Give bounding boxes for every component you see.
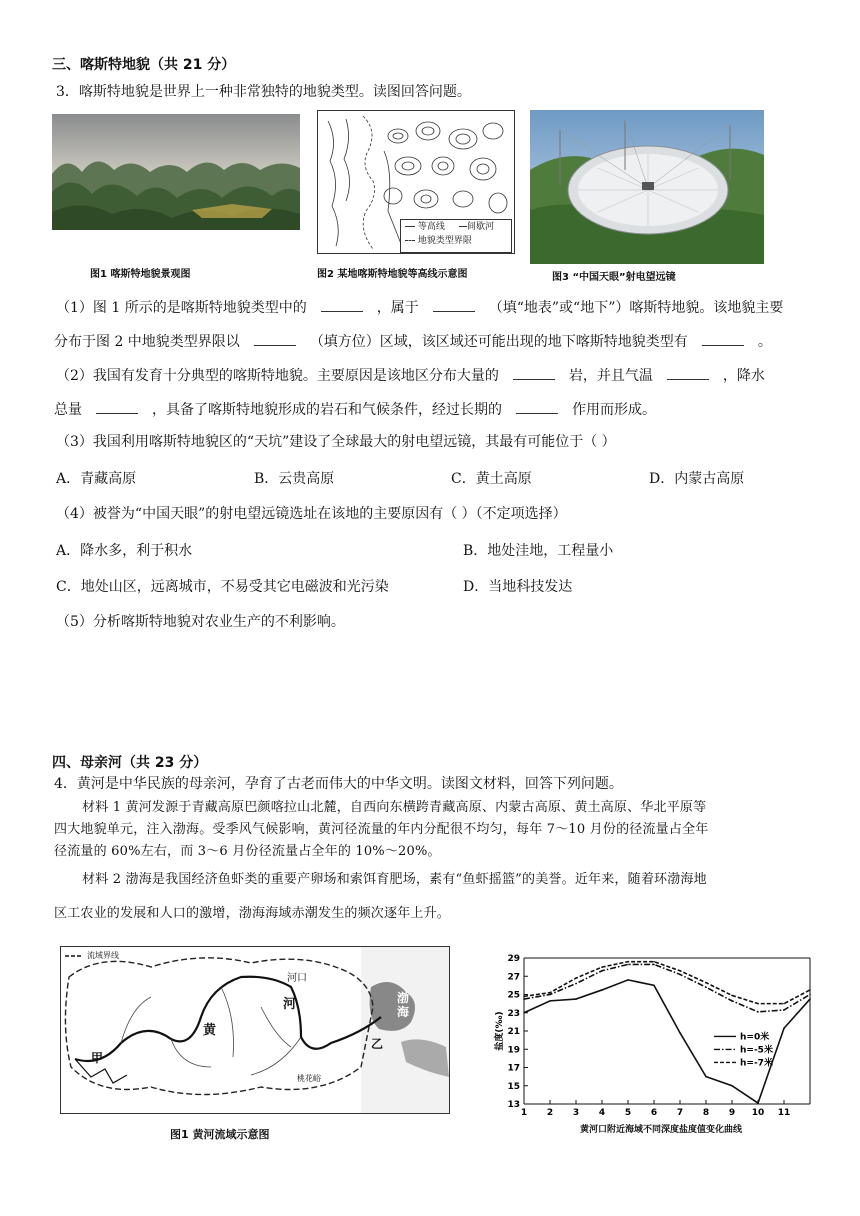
data-point-series-1 [601, 989, 603, 991]
legend-contour: 等高线 [417, 222, 445, 232]
figure1-karst-landscape-photo [52, 114, 300, 230]
figure2-legend [400, 219, 512, 253]
data-point-series-3 [601, 966, 603, 968]
q1-text-f: 。 [757, 334, 772, 350]
data-point-series-2 [809, 994, 811, 996]
map-label-he: 河 [283, 997, 297, 1012]
q3-option-d[interactable]: D．内蒙古高原 [649, 471, 745, 487]
data-point-series-1 [757, 1102, 759, 1104]
q2-text-f: 作用而形成。 [572, 402, 656, 418]
y-tick-label: 15 [507, 1081, 520, 1092]
data-point-series-2 [627, 964, 629, 966]
q2-text-d: 总量 [54, 402, 82, 418]
data-point-series-3 [705, 982, 707, 984]
answer-blank[interactable] [516, 401, 558, 414]
legend-seasonal-river: 间歇河 [467, 222, 495, 232]
material2-line2: 区工农业的发展和人口的激增，渤海海域赤潮发生的频次逐年上升。 [54, 906, 451, 921]
answer-blank[interactable] [321, 299, 363, 312]
legend-landform-boundary: 地貌类型界限 [417, 236, 472, 246]
data-point-series-2 [679, 974, 681, 976]
question3-2-line2 [54, 400, 656, 420]
data-point-series-3 [549, 992, 551, 994]
q1-text-c: （填“地表”或“地下”）喀斯特地貌。该地貌主要 [488, 300, 784, 316]
question3-2-line1 [56, 366, 765, 386]
x-tick-label: 1 [520, 1108, 528, 1118]
data-point-series-3 [731, 995, 733, 997]
answer-blank[interactable] [96, 401, 138, 414]
x-tick-label: 5 [624, 1108, 632, 1118]
data-point-series-2 [601, 970, 603, 972]
data-point-series-1 [809, 998, 811, 1000]
x-tick-label: 10 [751, 1108, 765, 1118]
map-label-taohuayu: 桃花峪 [297, 1074, 321, 1083]
x-tick-label: 7 [676, 1108, 684, 1118]
data-point-series-3 [809, 989, 811, 991]
y-tick-label: 25 [507, 990, 520, 1001]
map-label-jia: 甲 [91, 1051, 104, 1065]
salinity-line-chart [492, 948, 822, 1130]
series-line-3 [524, 962, 810, 1004]
q4-option-c[interactable]: C．地处山区，远离城市，不易受其它电磁波和光污染 [56, 579, 389, 595]
data-point-series-1 [627, 979, 629, 981]
y-tick-label: 19 [507, 1045, 520, 1056]
figure2-caption: 图2 某地喀斯特地貌等高线示意图 [317, 269, 468, 280]
data-point-series-3 [783, 1003, 785, 1005]
x-tick-label: 9 [728, 1108, 736, 1118]
data-point-series-3 [679, 970, 681, 972]
figure1-caption: 图1 喀斯特地貌景观图 [90, 269, 191, 280]
answer-blank[interactable] [667, 367, 709, 380]
chart-caption: 黄河口附近海域不同深度盐度值变化曲线 [580, 1125, 743, 1135]
q1-text-e: （填方位）区域，该区域还可能出现的地下喀斯特地貌类型有 [309, 334, 688, 350]
question3-1-line2 [54, 332, 772, 352]
data-point-series-2 [705, 986, 707, 988]
y-axis-label: 盐度(‰) [495, 1011, 505, 1051]
data-point-series-3 [575, 977, 577, 979]
q2-text-a: （2）我国有发育十分典型的喀斯特地貌。主要原因是该地区分布大量的 [56, 368, 499, 384]
section4-title: 四、母亲河（共 23 分） [52, 755, 208, 771]
question3-3: （3）我国利用喀斯特地貌区的“天坑”建设了全球最大的射电望远镜，其最有可能位于（ ） [56, 434, 616, 450]
x-tick-label: 4 [598, 1108, 606, 1118]
data-point-series-2 [757, 1011, 759, 1013]
data-point-series-2 [731, 1000, 733, 1002]
data-point-series-2 [549, 994, 551, 996]
q2-text-b: 岩，并且气温 [568, 368, 653, 384]
data-point-series-1 [679, 1032, 681, 1034]
question3-intro: 3．喀斯特地貌是世界上一种非常独特的地貌类型。读图回答问题。 [56, 84, 471, 100]
map-label-huang: 黄 [203, 1023, 217, 1038]
q2-text-e: ，具备了喀斯特地貌形成的岩石和气候条件，经过长期的 [152, 402, 502, 418]
data-point-series-3 [523, 996, 525, 998]
figure2-contour-map [317, 110, 515, 254]
figure3-fast-telescope-photo [530, 110, 764, 264]
x-tick-label: 3 [572, 1108, 580, 1118]
map-legend-basin-boundary: 流域界线 [87, 951, 119, 960]
x-tick-label: 2 [546, 1108, 554, 1118]
y-tick-label: 21 [507, 1027, 520, 1037]
material1-line1: 材料 1 黄河发源于青藏高原巴颜喀拉山北麓，自西向东横跨青藏高原、内蒙古高原、黄土高原、华北平原等 [82, 800, 707, 815]
q2-text-c: ，降水 [722, 368, 765, 384]
data-point-series-1 [549, 1000, 551, 1002]
q1-text-b: ，属于 [376, 300, 419, 316]
x-tick-label: 6 [650, 1108, 658, 1118]
q1-text-d: 分布于图 2 中地貌类型界限以 [54, 334, 240, 350]
q4-option-b[interactable]: B．地处洼地，工程量小 [463, 543, 614, 559]
y-tick-label: 29 [507, 954, 520, 964]
material1-line2: 四大地貌单元，注入渤海。受季风气候影响，黄河径流量的年内分配很不均匀，每年 7～10 月份的径流量占全年 [54, 822, 709, 837]
data-point-series-3 [653, 961, 655, 963]
question3-5: （5）分析喀斯特地貌对农业生产的不利影响。 [56, 614, 345, 630]
yellow-river-basin-map [60, 946, 450, 1114]
q3-option-c[interactable]: C．黄土高原 [451, 471, 532, 487]
data-point-series-1 [653, 985, 655, 987]
legend-label-2: h=-5米 [740, 1045, 773, 1056]
q3-option-a[interactable]: A．青藏高原 [56, 471, 137, 487]
y-tick-label: 23 [507, 1008, 520, 1019]
data-point-series-1 [575, 998, 577, 1000]
data-point-series-2 [653, 964, 655, 966]
material1-line3: 径流量的 60%左右，而 3～6 月份径流量占全年的 10%～20%。 [54, 844, 441, 859]
data-point-series-1 [705, 1076, 707, 1078]
answer-blank[interactable] [433, 299, 475, 312]
q4-option-a[interactable]: A．降水多，利于积水 [56, 543, 193, 559]
data-point-series-3 [627, 961, 629, 963]
data-point-series-2 [783, 1009, 785, 1011]
data-point-series-2 [575, 983, 577, 985]
question3-4: （4）被誉为“中国天眼”的射电望远镜选址在该地的主要原因有（ ）（不定项选择） [56, 506, 567, 522]
x-tick-label: 11 [777, 1108, 791, 1118]
y-tick-label: 17 [507, 1063, 520, 1074]
map-label-yi: 乙 [371, 1037, 384, 1051]
data-point-series-1 [783, 1027, 785, 1029]
section3-title: 三、喀斯特地貌（共 21 分） [52, 57, 236, 73]
answer-blank[interactable] [702, 333, 744, 346]
data-point-series-3 [757, 1003, 759, 1005]
map-label-bohai: 渤海 [397, 991, 410, 1019]
material2-line1: 材料 2 渤海是我国经济鱼虾类的重要产卵场和索饵育肥场，素有“鱼虾摇篮”的美誉。近年来，随着环渤海地 [82, 872, 707, 887]
map-caption: 图1 黄河流域示意图 [170, 1128, 270, 1141]
legend-label-1: h=0米 [740, 1032, 770, 1043]
y-tick-label: 13 [507, 1100, 520, 1110]
map-label-hekou: 河口 [287, 973, 307, 984]
answer-blank[interactable] [513, 367, 555, 380]
data-point-series-1 [731, 1085, 733, 1087]
series-line-2 [524, 964, 810, 1011]
data-point-series-2 [523, 998, 525, 1000]
q4-option-d[interactable]: D．当地科技发达 [463, 579, 573, 595]
figure3-caption: 图3 “中国天眼”射电望远镜 [552, 272, 676, 283]
y-tick-label: 27 [507, 972, 520, 983]
data-point-series-1 [523, 1012, 525, 1014]
legend-label-3: h=-7米 [740, 1058, 773, 1069]
x-tick-label: 8 [702, 1108, 710, 1118]
q1-text-a: （1）图 1 所示的是喀斯特地貌类型中的 [56, 300, 307, 316]
question4-intro: 4．黄河是中华民族的母亲河，孕育了古老而伟大的中华文明。读图文材料，回答下列问题。 [54, 776, 623, 792]
q3-option-b[interactable]: B．云贵高原 [254, 471, 335, 487]
question3-1-line1 [56, 298, 783, 318]
answer-blank[interactable] [254, 333, 296, 346]
